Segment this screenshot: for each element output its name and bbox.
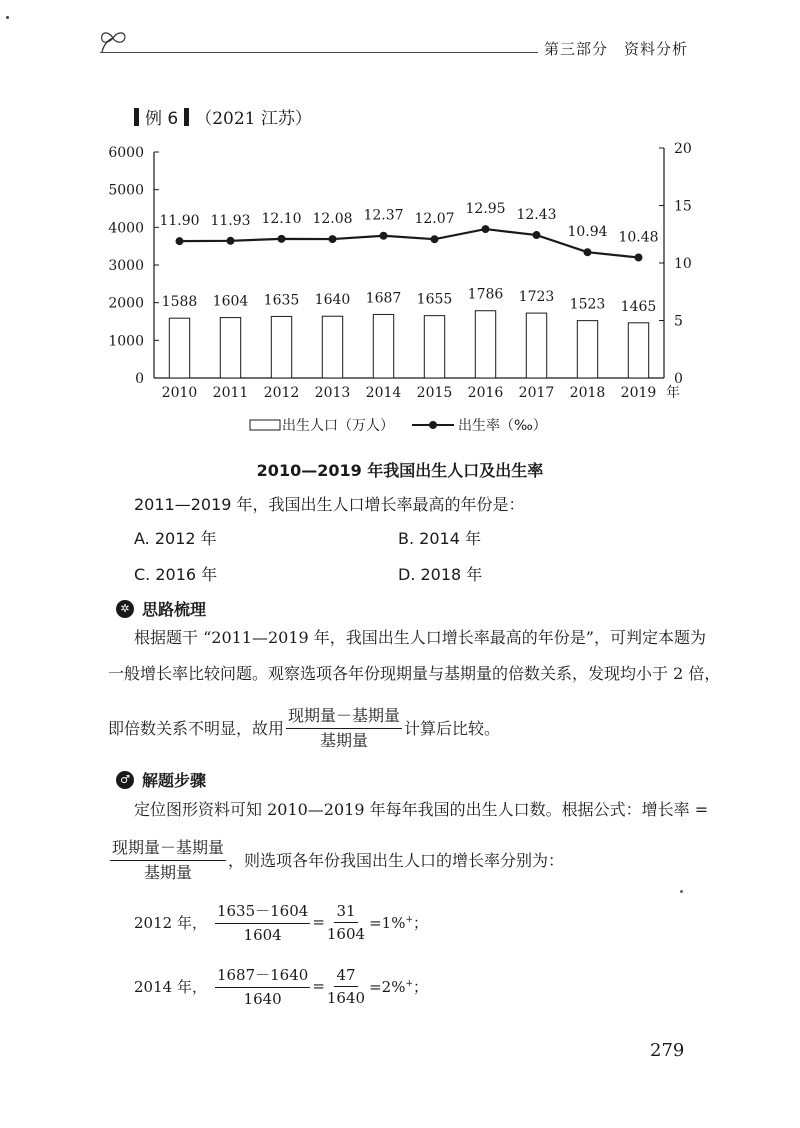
birth-rate-point (635, 253, 643, 261)
header-rule-left (100, 52, 130, 53)
bracket-mark-right (184, 108, 189, 126)
option-c[interactable]: C. 2016 年 (134, 565, 218, 584)
analysis-line-1: 根据题干 “2011—2019 年，我国出生人口增长率最高的年份是”，可判定本题为 (134, 628, 706, 647)
figure-caption: 2010—2019 年我国出生人口及出生率 (256, 461, 544, 480)
calc-year: 2014 年， (134, 977, 207, 996)
analysis-line-3-post: 计算后比较。 (404, 718, 501, 738)
bar-value-label: 1655 (416, 291, 453, 308)
analysis-heading-text: 思路梳理 (142, 600, 207, 619)
birth-rate-label: 12.08 (312, 211, 353, 228)
bar-value-label: 1786 (467, 286, 504, 303)
bar (322, 316, 342, 378)
x-tick-label: 2017 (518, 385, 555, 401)
calc-num: 1687－1640 (215, 964, 310, 988)
example-title (134, 104, 312, 129)
right-tick-label: 15 (674, 198, 692, 215)
option-a[interactable]: A. 2012 年 (134, 529, 217, 548)
solution-line-1: 定位图形资料可知 2010—2019 年每年我国的出生人口数。根据公式：增长率 = (134, 800, 709, 819)
bar (373, 314, 393, 378)
calc-equals: = (312, 977, 325, 995)
birth-rate-point (278, 235, 286, 243)
bar-value-label: 1465 (620, 298, 657, 315)
example-source: （2021 江苏） (195, 109, 312, 129)
option-b[interactable]: B. 2014 年 (398, 529, 481, 548)
legend (250, 417, 547, 434)
left-tick-label: 6000 (108, 145, 144, 161)
fraction-numerator: 现期量－基期量 (286, 706, 402, 729)
solution-line-2-post: ，则选项各年份我国出生人口的增长率分别为： (228, 850, 565, 870)
calc-result (369, 976, 428, 997)
analysis-heading (116, 597, 206, 620)
birth-rate-point (431, 235, 439, 243)
right-tick-label: 5 (674, 313, 683, 330)
legend-bar-swatch (250, 420, 280, 430)
solution-heading-text: 解题步骤 (142, 771, 207, 790)
calc-result (369, 912, 428, 933)
calc-num: 31 (334, 902, 357, 923)
calc-result-value: =2% (369, 977, 406, 996)
option-d[interactable]: D. 2018 年 (398, 565, 483, 584)
birth-rate-label: 12.43 (516, 207, 557, 224)
speck (680, 890, 683, 893)
x-tick-label: 2018 (569, 385, 606, 401)
analysis-line-2: 一般增长率比较问题。观察选项各年份现期量与基期量的倍数关系，发现均小于 2 倍， (108, 664, 721, 683)
calc-den: 1604 (326, 924, 366, 943)
x-tick-label: 2011 (212, 385, 249, 401)
bar (424, 316, 444, 378)
x-tick-label: 2015 (416, 385, 453, 401)
bar (475, 311, 495, 378)
calc-end: ； (413, 913, 429, 932)
corner-dot (6, 16, 9, 19)
calc-2012 (134, 900, 428, 944)
legend-line-label: 出生率（‰） (458, 418, 547, 434)
bar-value-label: 1640 (314, 292, 351, 309)
bar-value-label: 1687 (365, 290, 402, 307)
analysis-line-3 (108, 706, 500, 751)
calc-fraction-2 (327, 902, 365, 943)
legend-line-marker (429, 421, 437, 429)
birth-rate-point (176, 237, 184, 245)
page-number: 279 (650, 1040, 685, 1061)
left-tick-label: 2000 (108, 295, 144, 312)
birth-rate-label: 12.10 (261, 210, 302, 227)
bar (577, 321, 597, 378)
header-rule (130, 52, 538, 53)
bar-value-label: 1604 (212, 293, 249, 310)
bar (271, 316, 291, 378)
bar-value-label: 1635 (263, 292, 300, 309)
x-tick-label: 2014 (365, 385, 402, 401)
left-tick-label: 0 (135, 371, 144, 387)
right-tick-label: 10 (674, 256, 692, 272)
x-axis-unit: 年 (666, 385, 680, 401)
birth-rate-point (380, 232, 388, 240)
calc-result-sup: + (405, 978, 413, 989)
question-stem: 2011—2019 年，我国出生人口增长率最高的年份是： (134, 495, 525, 514)
calc-end: ； (413, 977, 429, 996)
fraction-denominator: 基期量 (144, 863, 193, 882)
x-tick-label: 2010 (161, 385, 198, 401)
birth-rate-label: 12.37 (363, 207, 404, 224)
birth-rate-point (482, 225, 490, 233)
calc-fraction-1 (215, 900, 310, 944)
solution-heading (116, 768, 206, 791)
birth-rate-label: 10.48 (618, 229, 659, 246)
solution-line-2 (108, 838, 564, 883)
fraction-numerator: 现期量－基期量 (110, 838, 226, 861)
right-tick-label: 20 (674, 141, 692, 157)
birth-rate-point (227, 237, 235, 245)
birth-rate-label: 12.95 (465, 201, 506, 218)
x-tick-label: 2012 (263, 385, 300, 401)
bar-value-label: 1723 (518, 289, 555, 306)
birth-rate-point (584, 248, 592, 256)
calc-2014 (134, 964, 428, 1008)
calc-num: 47 (334, 966, 357, 987)
calc-equals: = (312, 913, 325, 931)
calc-year: 2012 年， (134, 913, 207, 932)
calc-fraction-1 (215, 964, 310, 1008)
left-tick-label: 1000 (108, 333, 144, 350)
section-title: 第三部分 资料分析 (544, 40, 689, 58)
left-tick-label: 4000 (108, 220, 144, 237)
fraction-denominator: 基期量 (320, 731, 369, 750)
birth-rate-point (533, 231, 541, 239)
birth-rate-label: 10.94 (567, 224, 608, 241)
bar-value-label: 1523 (569, 296, 606, 313)
bar (526, 313, 546, 378)
calc-result-value: =1% (369, 913, 406, 932)
x-tick-label: 2019 (620, 385, 657, 401)
calc-result-sup: + (405, 914, 413, 925)
bar (169, 318, 189, 378)
calc-den: 1640 (326, 988, 366, 1007)
legend-bar-label: 出生人口（万人） (282, 418, 394, 434)
birth-rate-label: 11.90 (159, 213, 200, 230)
calc-num: 1635－1604 (215, 900, 310, 924)
birth-rate-label: 12.07 (414, 211, 455, 228)
x-tick-label: 2013 (314, 385, 351, 401)
bar (628, 323, 648, 378)
calc-den: 1604 (243, 926, 282, 944)
example-label: 例 6 (145, 109, 179, 129)
bar (220, 318, 240, 378)
key-icon: ♂ (116, 771, 134, 789)
left-tick-label: 3000 (108, 258, 144, 274)
calc-den: 1640 (243, 990, 282, 1008)
growth-fraction-2 (110, 838, 226, 883)
left-tick-label: 5000 (108, 182, 144, 199)
right-tick-label: 0 (674, 371, 683, 387)
growth-fraction (286, 706, 402, 751)
birth-rate-point (329, 235, 337, 243)
birth-rate-label: 11.93 (210, 212, 251, 229)
bracket-mark-left (134, 108, 139, 126)
birth-chart (96, 130, 706, 440)
calc-fraction-2 (327, 966, 365, 1007)
gear-icon: ✲ (116, 600, 134, 618)
x-tick-label: 2016 (467, 385, 504, 401)
analysis-line-3-pre: 即倍数关系不明显，故用 (108, 718, 285, 738)
bar-value-label: 1588 (161, 294, 198, 311)
